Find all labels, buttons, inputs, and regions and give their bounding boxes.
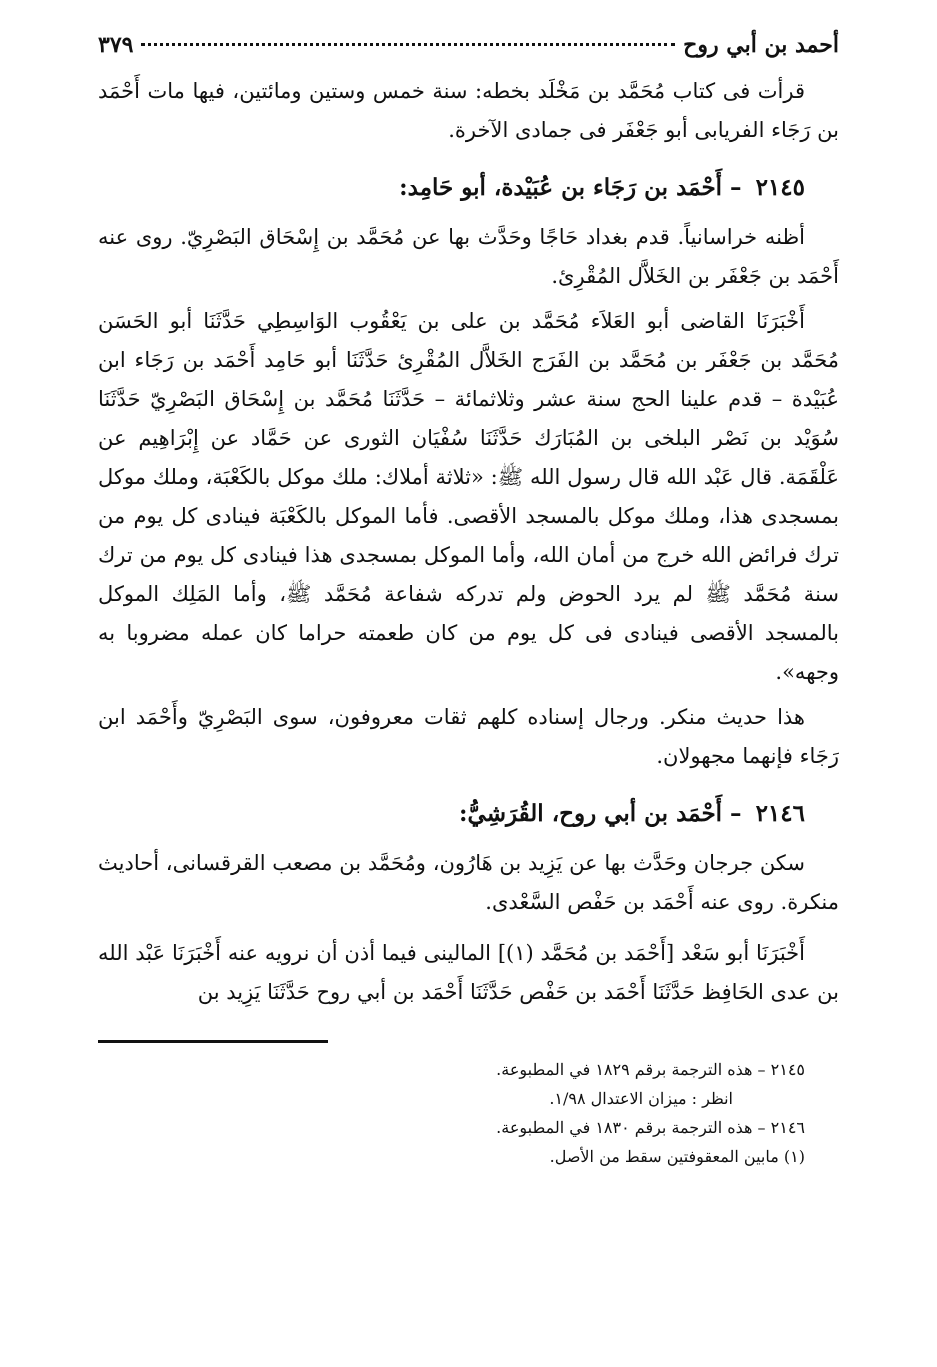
entry-2145-verdict: هذا حديث منكر. ورجال إسناده كلهم ثقات معروفون، سوى البَصْرِيّ وأَحْمَد ابن رَجَاء فإنهما مجهولان.	[98, 705, 839, 768]
entry-2145-number: ٢١٤٥	[755, 174, 805, 201]
entry-2145-heading	[98, 168, 839, 208]
entry-2146-title: – أَحْمَد بن أبي روح، القُرَشِيُّ:	[459, 800, 742, 827]
entry-2145-isnad: أَخْبَرَنَا القاضى أبو العَلاَء مُحَمَّد بن على بن يَعْقُوب الوَاسِطِي حَدَّثَنَا أبو الحَسَن مُحَمَّد بن جَعْفَر بن مُحَمَّد بن الفَرَج الخَلاَّل المُقْرِئ حَدَّثَنَا أبو حَامِد أَحْمَد بن رَجَاء ابن عُبَيْدة – قدم علينا الحج سنة عشر وثلاثمائة – حَدَّثَنَا مُحَمَّد بن إِسْحَاق البَصْرِيّ حَدَّثَنَا سُوَيْد بن نَصْر البلخى بن المُبَارَك حَدَّثَنَا سُفْيَان الثورى عن حَمَّاد عن إِبْرَاهِيم عن عَلْقَمَة. قال عَبْد الله قال رسول الله ﷺ: «ثلاثة أملاك: ملك موكل بالكَعْبَة، وملك موكل بمسجدى هذا، وملك موكل بالمسجد الأقصى. فأما الموكل بالكَعْبَة فينادى كل يوم من ترك فرائض الله خرج من أمان الله، وأما الموكل بمسجدى هذا فينادى كل يوم من ترك سنة مُحَمَّد ﷺ لم يرد الحوض ولم تدركه شفاعة مُحَمَّد ﷺ، وأما المَلِك الموكل بالمسجد الأقصى فينادى فى كل يوم من كان طعمته حراما كان عمله مضروبا به وجهه».	[98, 309, 839, 684]
entry-2146-isnad: أَخْبَرَنَا أبو سَعْد [أَحْمَد بن مُحَمَّد (١)] المالينى فيما أذن أن نرويه عنه أَخْبَرَنَا عَبْد الله بن عدى الحَافِظ حَدَّثَنَا أَحْمَد بن حَفْص حَدَّثَنَا أَحْمَد بن أبي روح حَدَّثَنَا يَزِيد بن	[98, 941, 839, 1004]
footnotes	[98, 1055, 839, 1171]
entry-2146-number: ٢١٤٦	[755, 800, 805, 827]
footnote-2145-reference: انظر : ميزان الاعتدال ١/٩٨.	[549, 1089, 733, 1108]
footnote-1: (١) مابين المعقوفتين سقط من الأصل.	[549, 1147, 805, 1166]
entry-2146-heading	[98, 794, 839, 834]
entry-2145-title: – أَحْمَد بن رَجَاء بن عُبَيْدة، أبو حَامِد:	[399, 174, 742, 201]
running-head	[98, 32, 839, 72]
running-title: أحمد بن أبي روح	[683, 32, 839, 58]
page-number: ٣٧٩	[98, 32, 134, 58]
footnote-2145: ٢١٤٥ – هذه الترجمة برقم ١٨٢٩ في المطبوعة.	[496, 1060, 805, 1079]
entry-2145-bio: أظنه خراسانياً. قدم بغداد حَاجًا وحَدَّث بها عن مُحَمَّد بن إِسْحَاق البَصْرِيّ. روى عنه أَحْمَد بن جَعْفَر بن الخَلاَّل المُقْرِئ.	[98, 225, 839, 288]
paragraph-intro: قرأت فى كتاب مُحَمَّد بن مَخْلَد بخطه: سنة خمس وستين ومائتين، فيها مات أَحْمَد بن رَجَاء الفريابى أبو جَعْفَر فى جمادى الآخرة.	[98, 79, 839, 142]
entry-2146-bio: سكن جرجان وحَدَّث بها عن يَزِيد بن هَارُون، ومُحَمَّد بن مصعب القرقسانى، أحاديث منكرة. روى عنه أَحْمَد بن حَفْص السَّعْدى.	[98, 851, 839, 914]
leader-dots	[141, 43, 675, 46]
footnote-2146: ٢١٤٦ – هذه الترجمة برقم ١٨٣٠ في المطبوعة.	[496, 1118, 805, 1137]
footnote-separator	[98, 1040, 328, 1043]
